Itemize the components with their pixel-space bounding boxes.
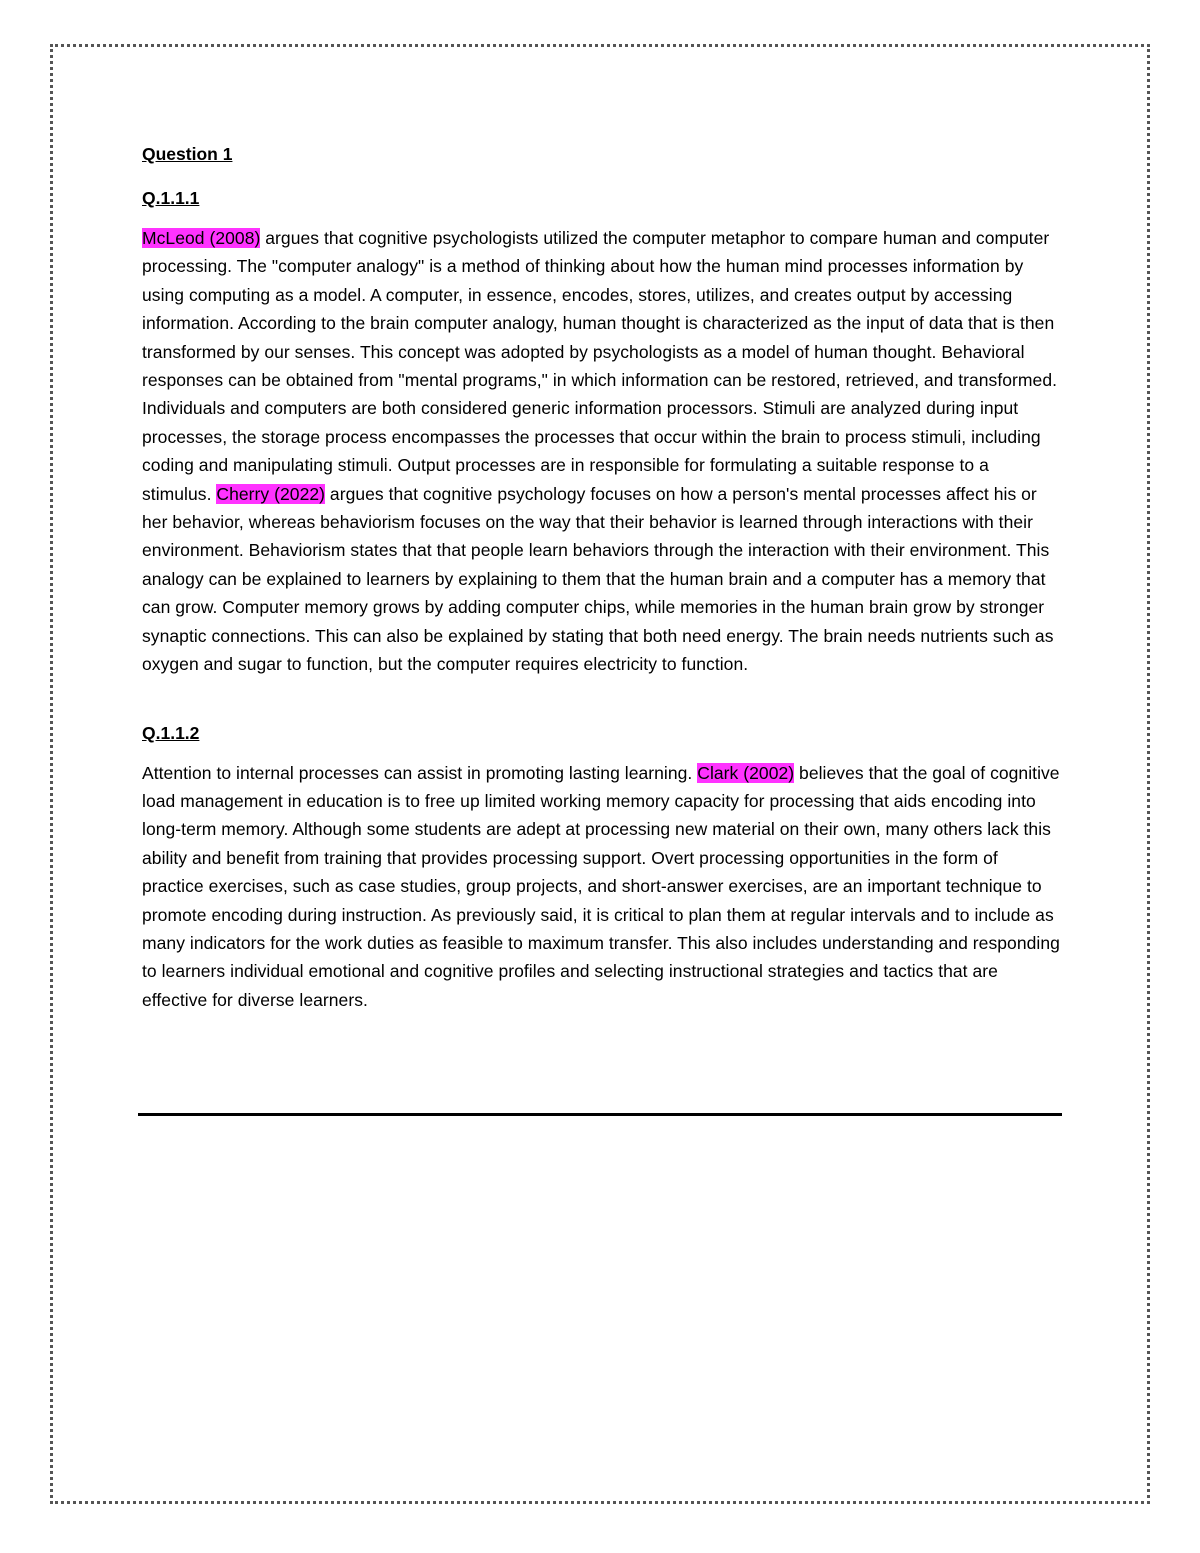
- section-paragraph-q111: [142, 224, 1062, 679]
- citation-mcleod: McLeod (2008): [142, 228, 261, 248]
- paragraph-text: believes that the goal of cognitive load management in education is to free up limited working memory capacity for processing that aids encoding into long-term memory. Although some students are adept at processing new material on their own, many others lack this ability and benefit from training that provides processing support. Overt processing opportunities in the form of practice exercises, such as case studies, group projects, and short-answer exercises, are an important technique to promote encoding during instruction. As previously said, it is critical to plan them at regular intervals and to include as many indicators for the work duties as feasible to maximum transfer. This also includes understanding and responding to learners individual emotional and cognitive profiles and selecting instructional strategies and tactics that are effective for diverse learners.: [142, 762, 1060, 1010]
- document-body: [142, 140, 1062, 1014]
- paragraph-text: Attention to internal processes can assist in promoting lasting learning.: [142, 762, 698, 783]
- section-heading-q112: Q.1.1.2: [142, 722, 200, 743]
- question-title: Question 1: [142, 144, 233, 164]
- paragraph-text: argues that cognitive psychology focuses on how a person's mental processes affect his or her behavior, whereas behaviorism focuses on the way that their behavior is learned through interactions with their environment. Behaviorism states that that people learn behaviors through the interaction with their environment. This analogy can be explained to learners by explaining to them that the human brain and a computer has a memory that can grow. Computer memory grows by adding computer chips, while memories in the human brain grow by stronger synaptic connections. This can also be explained by stating that both need energy. The brain needs nutrients such as oxygen and sugar to function, but the computer requires electricity to function.: [142, 483, 1054, 675]
- horizontal-rule: [138, 1113, 1062, 1116]
- citation-clark: Clark (2002): [697, 762, 795, 783]
- citation-cherry: Cherry (2022): [216, 483, 326, 504]
- section-paragraph-q112: [142, 759, 1062, 1015]
- section-heading-q111: Q.1.1.1: [142, 188, 200, 208]
- paragraph-text: argues that cognitive psychologists utilized the computer metaphor to compare human and computer processing. The "computer analogy" is a method of thinking about how the human mind processes information by using computing as a model. A computer, in essence, encodes, stores, utilizes, and creates output by accessing information. According to the brain computer analogy, human thought is characterized as the input of data that is then transformed by our senses. This concept was adopted by psychologists as a model of human thought. Behavioral responses can be obtained from "mental programs," in which information can be restored, retrieved, and transformed. Individuals and computers are both considered generic information processors. Stimuli are analyzed during input processes, the storage process encompasses the processes that occur within the brain to process stimuli, including coding and manipulating stimuli. Output processes are in responsible for formulating a suitable response to a stimulus.: [142, 228, 1058, 504]
